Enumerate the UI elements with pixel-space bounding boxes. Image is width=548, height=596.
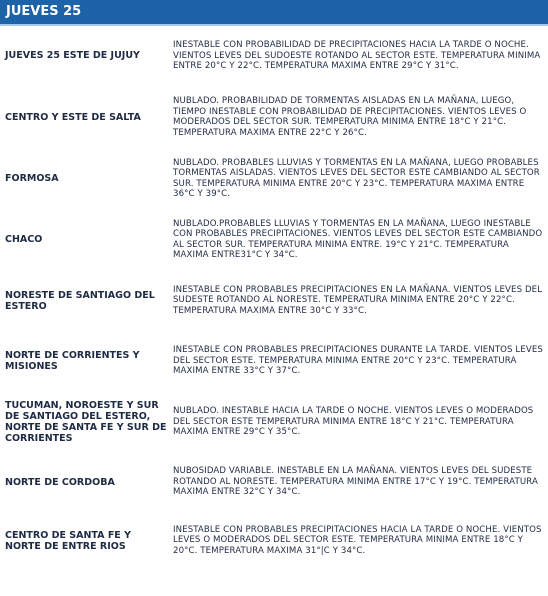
table-row <box>0 453 548 511</box>
forecast-text: INESTABLE CON PROBABLES PRECIPITACIONES HACIA LA TARDE O NOCHE. VIENTOS LEVES O MODERADOS DEL SECTOR ESTE. TEMPERATURA MINIMA ENTRE 18°C Y 20°C. TEMPERATURA MAXIMA 31°|C Y 34°C. <box>173 511 548 570</box>
region-name: NORTE DE CORRIENTES Y MISIONES <box>0 331 173 391</box>
forecast-text: NUBOSIDAD VARIABLE. INESTABLE EN LA MAÑANA. VIENTOS LEVES DEL SUDESTE ROTANDO AL NORESTE. TEMPERATURA MINIMA ENTRE 17°C Y 19°C. TEMPERATURA MAXIMA ENTRE 32°C Y 34°C. <box>173 453 548 511</box>
forecast-text: NUBLADO. PROBABLES LLUVIAS Y TORMENTAS EN LA MAÑANA, LUEGO PROBABLES TORMENTAS AISLADAS. VIENTOS LEVES DEL SECTOR ESTE CAMBIANDO AL SECTOR SUR. TEMPERATURA MINIMA ENTRE 20°C Y 23°C. TEMPERATURA MAXIMA ENTRE 36°C Y 39°C. <box>173 148 548 209</box>
forecast-text: INESTABLE CON PROBABLES PRECIPITACIONES DURANTE LA TARDE. VIENTOS LEVES DEL SECTOR ESTE. TEMPERATURA MINIMA ENTRE 20°C Y 23°C. TEMPERATURA MAXIMA ENTRE 33°C Y 37°C. <box>173 331 548 391</box>
forecast-text: NUBLADO. PROBABILIDAD DE TORMENTAS AISLADAS EN LA MAÑANA, LUEGO, TIEMPO INESTABLE CON PROBABILIDAD DE PRECIPITACIONES. VIENTOS LEVES O MODERADOS DEL SECTOR SUR. TEMPERATURA MINIMA ENTRE 18°C Y 21°C. TEMPERATURA MAXIMA ENTRE 22°C Y 26°C. <box>173 86 548 148</box>
region-name: NORESTE DE SANTIAGO DEL ESTERO <box>0 270 173 331</box>
table-row <box>0 270 548 331</box>
region-name: NORTE DE CORDOBA <box>0 453 173 511</box>
table-row <box>0 26 548 86</box>
table-row <box>0 209 548 270</box>
forecast-text: INESTABLE CON PROBABLES PRECIPITACIONES EN LA MAÑANA. VIENTOS LEVES DEL SUDESTE ROTANDO AL NORESTE. TEMPERATURA MINIMA ENTRE 20°C Y 22°C. TEMPERATURA MAXIMA ENTRE 30°C Y 33°C. <box>173 270 548 331</box>
table-row <box>0 331 548 391</box>
table-row <box>0 148 548 209</box>
region-name: TUCUMAN, NOROESTE Y SUR DE SANTIAGO DEL ESTERO, NORTE DE SANTA FE Y SUR DE CORRIENTES <box>0 391 173 453</box>
forecast-text: INESTABLE CON PROBABILIDAD DE PRECIPITACIONES HACIA LA TARDE O NOCHE. VIENTOS LEVES DEL SUDOESTE ROTANDO AL SECTOR ESTE. TEMPERATURA MINIMA ENTRE 20°C Y 22°C. TEMPERATURA MAXIMA ENTRE 29°C Y 31°C. <box>173 26 548 86</box>
region-name: JUEVES 25 ESTE DE JUJUY <box>0 26 173 86</box>
table-row <box>0 86 548 148</box>
forecast-table <box>0 26 548 571</box>
region-name: FORMOSA <box>0 148 173 209</box>
day-header: JUEVES 25 <box>0 0 548 26</box>
region-name: CHACO <box>0 209 173 270</box>
forecast-text: NUBLADO. INESTABLE HACIA LA TARDE O NOCHE. VIENTOS LEVES O MODERADOS DEL SECTOR ESTE TEMPERATURA MINIMA ENTRE 18°C Y 21°C. TEMPERATURA MAXIMA ENTRE 29°C Y 35°C. <box>173 391 548 453</box>
region-name: CENTRO Y ESTE DE SALTA <box>0 86 173 148</box>
forecast-text: NUBLADO.PROBABLES LLUVIAS Y TORMENTAS EN LA MAÑANA, LUEGO INESTABLE CON PROBABLES PRECIPITACIONES. VIENTOS LEVES DEL SECTOR ESTE CAMBIANDO AL SECTOR SUR. TEMPERATURA MINIMA ENTRE. 19°C Y 21°C. TEMPERATURA MAXIMA ENTRE31°C Y 34°C. <box>173 209 548 270</box>
table-row <box>0 391 548 453</box>
region-name: CENTRO DE SANTA FE Y NORTE DE ENTRE RIOS <box>0 511 173 570</box>
table-row <box>0 511 548 570</box>
